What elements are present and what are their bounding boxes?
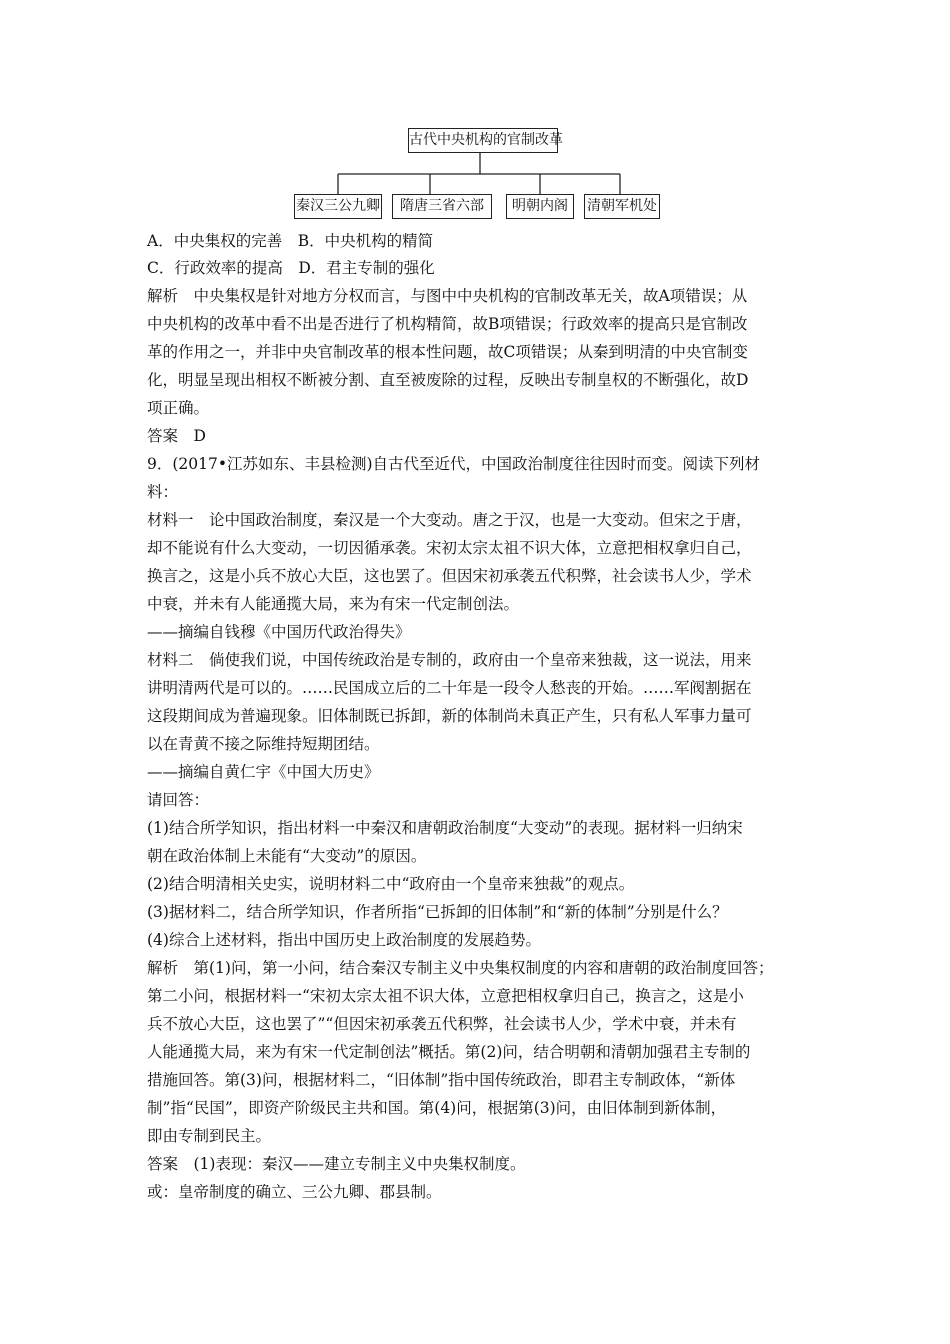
- material-line: 材料二 倘使我们说，中国传统政治是专制的，政府由一个皇帝来独裁，这一说法，用来: [147, 651, 752, 669]
- source-line: ——摘编自钱穆《中国历代政治得失》: [147, 623, 411, 641]
- answer-line: 答案 D: [147, 427, 206, 445]
- material-line: 以在青黄不接之际维持短期团结。: [147, 735, 380, 753]
- subquestion-line: 朝在政治体制上未能有“大变动”的原因。: [147, 847, 427, 865]
- analysis-line: 兵不放心大臣，这也罢了”“但因宋初承袭五代积弊，社会读书人少，学术中衰，并未有: [147, 1015, 737, 1033]
- material-line: 却不能说有什么大变动，一切因循承袭。宋初太宗太祖不识大体，立意把相权拿归自己，: [147, 539, 752, 557]
- analysis-line: 项正确。: [147, 399, 210, 417]
- analysis-line: 解析 中央集权是针对地方分权而言，与图中中央机构的官制改革无关，故A项错误；从: [147, 287, 748, 305]
- prompt-line: 请回答：: [147, 791, 210, 809]
- analysis-line: 第二小问，根据材料一“宋初太宗太祖不识大体，立意把相权拿归自己，换言之，这是小: [147, 987, 744, 1005]
- analysis-line: 革的作用之一，并非中央官制改革的根本性问题，故C项错误；从秦到明清的中央官制变: [147, 343, 748, 361]
- material-line: 这段期间成为普遍现象。旧体制既已拆卸，新的体制尚未真正产生，只有私人军事力量可: [147, 707, 752, 725]
- answer-line: 或：皇帝制度的确立、三公九卿、郡县制。: [147, 1183, 442, 1201]
- analysis-line: 人能通揽大局，来为有宋一代定制创法”概括。第(2)问，结合明朝和清朝加强君主专制的: [147, 1043, 751, 1061]
- material-line: 换言之，这是小兵不放心大臣，这也罢了。但因宋初承袭五代积弊，社会读书人少，学术: [147, 567, 752, 585]
- subquestion-line: (4)综合上述材料，指出中国历史上政治制度的发展趋势。: [147, 931, 541, 949]
- material-line: 讲明清两代是可以的。……民国成立后的二十年是一段令人愁丧的开始。……军阀割据在: [147, 679, 752, 697]
- subquestion-line: (3)据材料二，结合所学知识，作者所指“已拆卸的旧体制”和“新的体制”分别是什么？: [147, 903, 728, 921]
- answer-line: 答案 (1)表现：秦汉——建立专制主义中央集权制度。: [147, 1155, 526, 1173]
- option-line: A．中央集权的完善 B．中央机构的精简: [147, 232, 434, 250]
- diagram-child-box: 秦汉三公九卿: [294, 194, 382, 219]
- analysis-line: 制”指“民国”，即资产阶级民主共和国。第(4)问，根据第(3)问，由旧体制到新体制，: [147, 1099, 727, 1117]
- material-line: 中衰，并未有人能通揽大局，来为有宋一代定制创法。: [147, 595, 520, 613]
- diagram-child-box: 明朝内阁: [506, 194, 574, 219]
- analysis-line: 即由专制到民主。: [147, 1127, 272, 1145]
- material-line: 材料一 论中国政治制度，秦汉是一个大变动。唐之于汉，也是一大变动。但宋之于唐，: [147, 511, 752, 529]
- question-line: 料：: [147, 483, 179, 501]
- analysis-line: 化，明显呈现出相权不断被分割、直至被废除的过程，反映出专制皇权的不断强化，故D: [147, 371, 749, 389]
- analysis-line: 措施回答。第(3)问，根据材料二，“旧体制”指中国传统政治，即君主专制政体，“新体: [147, 1071, 736, 1089]
- diagram-child-box: 隋唐三省六部: [392, 194, 492, 219]
- subquestion-line: (1)结合所学知识，指出材料一中秦汉和唐朝政治制度“大变动”的表现。据材料一归纳宋: [147, 819, 743, 837]
- question-line: 9．(2017•江苏如东、丰县检测)自古代至近代，中国政治制度往往因时而变。阅读下列材: [147, 455, 761, 473]
- diagram-child-box: 清朝军机处: [584, 194, 660, 219]
- source-line: ——摘编自黄仁宇《中国大历史》: [147, 763, 380, 781]
- org-chart-diagram: [290, 120, 670, 225]
- analysis-line: 中央机构的改革中看不出是否进行了机构精简，故B项错误；行政效率的提高只是官制改: [147, 315, 748, 333]
- analysis-line: 解析 第(1)问，第一小问，结合秦汉专制主义中央集权制度的内容和唐朝的政治制度回答；: [147, 959, 774, 977]
- subquestion-line: (2)结合明清相关史实，说明材料二中“政府由一个皇帝来独裁”的观点。: [147, 875, 635, 893]
- diagram-root-box: 古代中央机构的官制改革: [408, 128, 558, 153]
- option-line: C．行政效率的提高 D．君主专制的强化: [147, 259, 435, 277]
